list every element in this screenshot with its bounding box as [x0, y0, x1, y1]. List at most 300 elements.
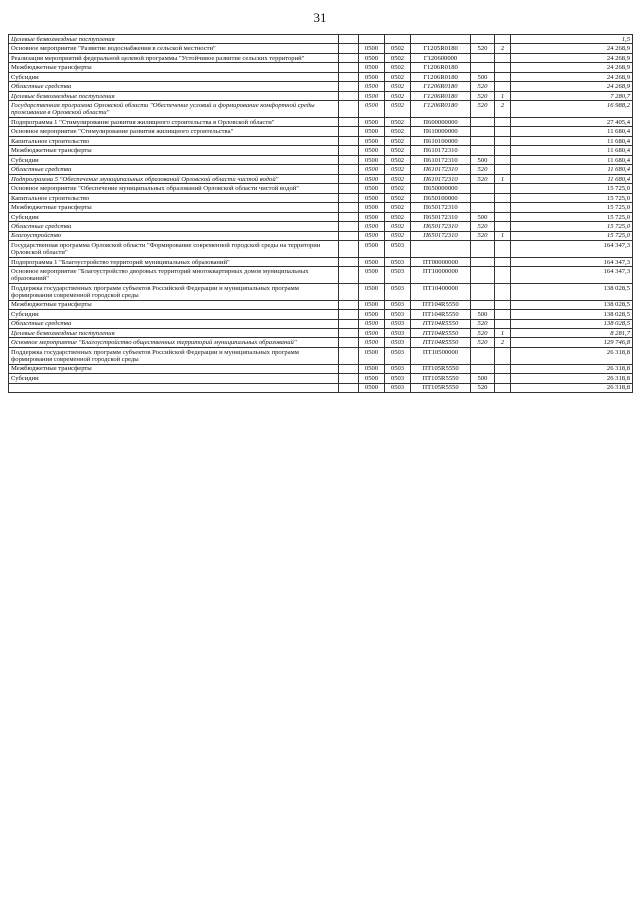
cell-section: 0500 — [359, 310, 385, 319]
cell-amount: 164 347,3 — [511, 241, 633, 258]
cell-ved — [339, 267, 359, 284]
cell-ved — [339, 338, 359, 347]
cell-name: Подпрограмма 5 "Обеспечение муниципальных образований Орловской области чистой водой" — [9, 174, 339, 183]
cell-funding-source — [495, 82, 511, 91]
cell-section: 0500 — [359, 212, 385, 221]
cell-expense-type — [471, 127, 495, 136]
cell-amount: 15 725,0 — [511, 184, 633, 193]
cell-amount: 138 028,5 — [511, 283, 633, 300]
table-row — [9, 212, 633, 221]
cell-expense-type: 500 — [471, 72, 495, 81]
cell-subsection: 0502 — [385, 117, 411, 126]
cell-expense-type: 520 — [471, 338, 495, 347]
cell-ved — [339, 283, 359, 300]
cell-target-article: П610172310 — [411, 165, 471, 174]
cell-funding-source: 1 — [495, 329, 511, 338]
cell-amount: 11 680,4 — [511, 174, 633, 183]
cell-target-article: ПТ105R5550 — [411, 364, 471, 373]
cell-name: Основное мероприятие "Благоустройство общественных территорий муниципальных образований" — [9, 338, 339, 347]
cell-subsection: 0502 — [385, 203, 411, 212]
cell-funding-source — [495, 53, 511, 62]
table-row — [9, 347, 633, 364]
cell-ved — [339, 212, 359, 221]
cell-section: 0500 — [359, 300, 385, 309]
cell-expense-type — [471, 117, 495, 126]
table-row — [9, 231, 633, 240]
cell-ved — [339, 231, 359, 240]
cell-amount: 8 281,7 — [511, 329, 633, 338]
cell-funding-source — [495, 184, 511, 193]
cell-target-article: П610172310 — [411, 155, 471, 164]
table-row — [9, 267, 633, 284]
cell-funding-source — [495, 257, 511, 266]
cell-section: 0500 — [359, 136, 385, 145]
cell-subsection: 0503 — [385, 319, 411, 328]
cell-section: 0500 — [359, 127, 385, 136]
cell-amount: 24 268,9 — [511, 63, 633, 72]
cell-subsection: 0502 — [385, 174, 411, 183]
cell-funding-source: 1 — [495, 174, 511, 183]
cell-funding-source — [495, 241, 511, 258]
cell-subsection: 0503 — [385, 338, 411, 347]
cell-expense-type: 520 — [471, 174, 495, 183]
cell-name: Капитальное строительство — [9, 193, 339, 202]
cell-funding-source — [495, 383, 511, 392]
table-row — [9, 155, 633, 164]
table-row — [9, 300, 633, 309]
cell-ved — [339, 82, 359, 91]
cell-target-article: П650100000 — [411, 193, 471, 202]
cell-ved — [339, 374, 359, 383]
cell-name: Субсидии — [9, 310, 339, 319]
table-row — [9, 329, 633, 338]
cell-funding-source — [495, 203, 511, 212]
cell-ved — [339, 91, 359, 100]
cell-name: Основное мероприятие "Развитие водоснабжения в сельской местности" — [9, 44, 339, 53]
cell-target-article: ПТ104R5550 — [411, 300, 471, 309]
cell-target-article: ПТ10400000 — [411, 283, 471, 300]
cell-subsection: 0502 — [385, 127, 411, 136]
cell-funding-source — [495, 127, 511, 136]
table-row — [9, 101, 633, 118]
cell-amount: 16 988,2 — [511, 101, 633, 118]
cell-ved — [339, 117, 359, 126]
cell-amount: 15 725,0 — [511, 193, 633, 202]
cell-section: 0500 — [359, 117, 385, 126]
cell-subsection: 0503 — [385, 347, 411, 364]
cell-expense-type — [471, 136, 495, 145]
cell-section: 0500 — [359, 319, 385, 328]
cell-ved — [339, 184, 359, 193]
cell-amount: 27 405,4 — [511, 117, 633, 126]
cell-expense-type: 520 — [471, 165, 495, 174]
cell-ved — [339, 146, 359, 155]
cell-expense-type: 520 — [471, 44, 495, 53]
cell-subsection: 0502 — [385, 82, 411, 91]
cell-name: Субсидии — [9, 212, 339, 221]
cell-subsection: 0503 — [385, 267, 411, 284]
cell-ved — [339, 193, 359, 202]
cell-subsection: 0503 — [385, 364, 411, 373]
cell-amount: 24 268,9 — [511, 44, 633, 53]
cell-expense-type — [471, 300, 495, 309]
cell-section: 0500 — [359, 44, 385, 53]
cell-funding-source — [495, 310, 511, 319]
cell-funding-source — [495, 165, 511, 174]
cell-funding-source: 1 — [495, 231, 511, 240]
cell-funding-source — [495, 35, 511, 44]
cell-section: 0500 — [359, 283, 385, 300]
cell-name: Субсидии — [9, 155, 339, 164]
cell-expense-type — [471, 35, 495, 44]
cell-funding-source — [495, 300, 511, 309]
table-row — [9, 222, 633, 231]
cell-funding-source: 2 — [495, 101, 511, 118]
cell-name: Основное мероприятие "Обеспечение муниципальных образований Орловской области чистой водой" — [9, 184, 339, 193]
cell-subsection: 0503 — [385, 329, 411, 338]
cell-name: Подпрограмма 1 "Стимулирование развития жилищного строительства в Орловской области" — [9, 117, 339, 126]
cell-target-article: П610100000 — [411, 136, 471, 145]
cell-target-article: Г1205R0180 — [411, 44, 471, 53]
cell-name: Реализация мероприятий федеральной целевой программы "Устойчивое развитие сельских территорий" — [9, 53, 339, 62]
page-number: 31 — [313, 10, 327, 25]
table-row — [9, 35, 633, 44]
cell-section: 0500 — [359, 374, 385, 383]
cell-ved — [339, 319, 359, 328]
cell-name: Областные средства — [9, 222, 339, 231]
cell-expense-type: 500 — [471, 310, 495, 319]
cell-expense-type: 500 — [471, 374, 495, 383]
cell-section: 0500 — [359, 338, 385, 347]
cell-amount: 164 347,3 — [511, 267, 633, 284]
cell-target-article: ПТ10500000 — [411, 347, 471, 364]
table-row — [9, 184, 633, 193]
cell-name: Благоустройство — [9, 231, 339, 240]
cell-subsection: 0503 — [385, 300, 411, 309]
cell-section: 0500 — [359, 267, 385, 284]
cell-name: Областные средства — [9, 165, 339, 174]
cell-funding-source — [495, 63, 511, 72]
cell-name: Межбюджетные трансферты — [9, 364, 339, 373]
cell-subsection: 0503 — [385, 310, 411, 319]
cell-name: Основное мероприятие "Благоустройство дворовых территорий многоквартирных домов муниципальных образований" — [9, 267, 339, 284]
cell-amount: 24 268,9 — [511, 53, 633, 62]
cell-name: Государственная программа Орловской области "Формирование современной городской среды на территории Орловской области" — [9, 241, 339, 258]
cell-target-article: П650172310 — [411, 203, 471, 212]
table-row — [9, 82, 633, 91]
cell-section: 0500 — [359, 329, 385, 338]
cell-section: 0500 — [359, 347, 385, 364]
table-row — [9, 374, 633, 383]
cell-amount: 26 318,8 — [511, 383, 633, 392]
cell-funding-source — [495, 347, 511, 364]
cell-amount: 11 680,4 — [511, 155, 633, 164]
cell-section: 0500 — [359, 383, 385, 392]
cell-subsection: 0502 — [385, 91, 411, 100]
table-body — [9, 35, 633, 393]
cell-subsection: 0502 — [385, 72, 411, 81]
table-row — [9, 136, 633, 145]
cell-expense-type — [471, 364, 495, 373]
cell-ved — [339, 63, 359, 72]
cell-funding-source — [495, 222, 511, 231]
cell-target-article: Г1206R0180 — [411, 82, 471, 91]
cell-name: Целевые безвозмездные поступления — [9, 329, 339, 338]
cell-funding-source — [495, 136, 511, 145]
cell-funding-source — [495, 155, 511, 164]
cell-subsection: 0503 — [385, 283, 411, 300]
cell-expense-type — [471, 203, 495, 212]
cell-ved — [339, 174, 359, 183]
cell-section: 0500 — [359, 63, 385, 72]
cell-target-article: П610172310 — [411, 174, 471, 183]
cell-target-article: П600000000 — [411, 117, 471, 126]
cell-target-article: П610000000 — [411, 127, 471, 136]
cell-expense-type: 520 — [471, 82, 495, 91]
cell-name: Целевые безвозмездные поступления — [9, 91, 339, 100]
cell-ved — [339, 300, 359, 309]
cell-target-article: ПТ104R5550 — [411, 329, 471, 338]
table-row — [9, 193, 633, 202]
cell-ved — [339, 155, 359, 164]
cell-ved — [339, 72, 359, 81]
cell-section — [359, 35, 385, 44]
cell-name: Межбюджетные трансферты — [9, 63, 339, 72]
cell-funding-source — [495, 146, 511, 155]
cell-expense-type: 520 — [471, 101, 495, 118]
table-row — [9, 383, 633, 392]
cell-expense-type: 520 — [471, 329, 495, 338]
cell-section: 0500 — [359, 257, 385, 266]
cell-ved — [339, 101, 359, 118]
table-row — [9, 203, 633, 212]
cell-ved — [339, 347, 359, 364]
cell-funding-source — [495, 319, 511, 328]
table-row — [9, 91, 633, 100]
table-row — [9, 165, 633, 174]
cell-name: Областные средства — [9, 82, 339, 91]
cell-amount: 11 680,4 — [511, 127, 633, 136]
cell-section: 0500 — [359, 193, 385, 202]
cell-expense-type — [471, 267, 495, 284]
cell-funding-source — [495, 193, 511, 202]
cell-amount: 138 028,5 — [511, 319, 633, 328]
cell-amount: 138 028,5 — [511, 310, 633, 319]
cell-expense-type: 520 — [471, 383, 495, 392]
table-row — [9, 283, 633, 300]
cell-target-article: П650172310 — [411, 231, 471, 240]
cell-target-article: Г120600000 — [411, 53, 471, 62]
table-row — [9, 338, 633, 347]
cell-name: Поддержка государственных программ субъектов Российской Федерации и муниципальных программ формирования современной городской среды — [9, 347, 339, 364]
cell-ved — [339, 44, 359, 53]
cell-ved — [339, 35, 359, 44]
cell-name: Подпрограмма 1 "Благоустройство территорий муниципальных образований" — [9, 257, 339, 266]
cell-target-article: ПТ00000000 — [411, 257, 471, 266]
cell-funding-source: 2 — [495, 338, 511, 347]
cell-subsection: 0503 — [385, 374, 411, 383]
cell-funding-source — [495, 72, 511, 81]
table-row — [9, 53, 633, 62]
cell-subsection: 0502 — [385, 222, 411, 231]
table-row — [9, 127, 633, 136]
cell-ved — [339, 241, 359, 258]
cell-section: 0500 — [359, 174, 385, 183]
cell-expense-type: 520 — [471, 222, 495, 231]
cell-funding-source — [495, 364, 511, 373]
table-row — [9, 364, 633, 373]
cell-section: 0500 — [359, 146, 385, 155]
cell-name: Основное мероприятие "Стимулирование развития жилищного строительства" — [9, 127, 339, 136]
cell-subsection: 0502 — [385, 212, 411, 221]
cell-subsection — [385, 35, 411, 44]
cell-amount: 138 028,5 — [511, 300, 633, 309]
cell-section: 0500 — [359, 203, 385, 212]
cell-expense-type — [471, 63, 495, 72]
table-row — [9, 63, 633, 72]
cell-name: Межбюджетные трансферты — [9, 203, 339, 212]
cell-expense-type — [471, 347, 495, 364]
cell-target-article — [411, 241, 471, 258]
cell-expense-type — [471, 53, 495, 62]
cell-ved — [339, 310, 359, 319]
cell-amount: 24 268,9 — [511, 72, 633, 81]
cell-expense-type — [471, 283, 495, 300]
cell-amount: 7 280,7 — [511, 91, 633, 100]
cell-section: 0500 — [359, 101, 385, 118]
cell-section: 0500 — [359, 165, 385, 174]
cell-expense-type: 520 — [471, 231, 495, 240]
cell-subsection: 0502 — [385, 53, 411, 62]
cell-target-article: П650172310 — [411, 222, 471, 231]
cell-target-article — [411, 35, 471, 44]
cell-section: 0500 — [359, 91, 385, 100]
cell-ved — [339, 222, 359, 231]
cell-funding-source — [495, 267, 511, 284]
cell-target-article: П650000000 — [411, 184, 471, 193]
cell-funding-source — [495, 117, 511, 126]
cell-section: 0500 — [359, 53, 385, 62]
cell-expense-type — [471, 241, 495, 258]
cell-target-article: П610172310 — [411, 146, 471, 155]
cell-section: 0500 — [359, 231, 385, 240]
cell-section: 0500 — [359, 241, 385, 258]
cell-funding-source: 2 — [495, 44, 511, 53]
cell-amount: 129 746,8 — [511, 338, 633, 347]
cell-section: 0500 — [359, 72, 385, 81]
table-row — [9, 146, 633, 155]
table-row — [9, 257, 633, 266]
cell-ved — [339, 383, 359, 392]
cell-ved — [339, 165, 359, 174]
cell-subsection: 0502 — [385, 231, 411, 240]
cell-amount: 11 680,4 — [511, 136, 633, 145]
cell-funding-source — [495, 283, 511, 300]
cell-name: Областные средства — [9, 319, 339, 328]
cell-amount: 11 680,4 — [511, 165, 633, 174]
cell-target-article: Г1206R0180 — [411, 72, 471, 81]
cell-section: 0500 — [359, 222, 385, 231]
cell-ved — [339, 203, 359, 212]
cell-name: Целевые безвозмездные поступления — [9, 35, 339, 44]
cell-section: 0500 — [359, 155, 385, 164]
cell-target-article: Г1206R0180 — [411, 63, 471, 72]
cell-subsection: 0502 — [385, 44, 411, 53]
cell-target-article: ПТ104R5550 — [411, 338, 471, 347]
cell-name — [9, 383, 339, 392]
cell-amount: 26 318,8 — [511, 347, 633, 364]
cell-amount: 15 725,0 — [511, 212, 633, 221]
cell-section: 0500 — [359, 184, 385, 193]
cell-ved — [339, 53, 359, 62]
cell-name: Государственная программа Орловской области "Обеспечение условий и формирование комфортной среды проживания в Орловской области" — [9, 101, 339, 118]
cell-amount: 15 725,0 — [511, 222, 633, 231]
cell-amount: 26 318,8 — [511, 374, 633, 383]
cell-amount: 15 725,0 — [511, 203, 633, 212]
cell-amount: 11 680,4 — [511, 146, 633, 155]
cell-funding-source — [495, 374, 511, 383]
cell-expense-type — [471, 257, 495, 266]
cell-expense-type: 520 — [471, 91, 495, 100]
cell-target-article: ПТ10000000 — [411, 267, 471, 284]
cell-amount: 164 347,3 — [511, 257, 633, 266]
cell-subsection: 0503 — [385, 257, 411, 266]
cell-expense-type: 500 — [471, 212, 495, 221]
budget-table — [8, 34, 633, 393]
cell-name: Субсидии — [9, 72, 339, 81]
cell-name: Капитальное строительство — [9, 136, 339, 145]
table-row — [9, 72, 633, 81]
cell-subsection: 0502 — [385, 136, 411, 145]
cell-ved — [339, 364, 359, 373]
cell-amount: 24 268,9 — [511, 82, 633, 91]
cell-target-article: Г1206R0180 — [411, 91, 471, 100]
table-row — [9, 310, 633, 319]
cell-name: Межбюджетные трансферты — [9, 146, 339, 155]
table-row — [9, 44, 633, 53]
cell-subsection: 0503 — [385, 383, 411, 392]
cell-subsection: 0502 — [385, 101, 411, 118]
cell-name: Межбюджетные трансферты — [9, 300, 339, 309]
cell-section: 0500 — [359, 364, 385, 373]
cell-subsection: 0502 — [385, 63, 411, 72]
cell-funding-source — [495, 212, 511, 221]
cell-target-article: ПТ104R5550 — [411, 319, 471, 328]
cell-expense-type — [471, 193, 495, 202]
cell-expense-type: 520 — [471, 319, 495, 328]
cell-subsection: 0502 — [385, 193, 411, 202]
cell-name: Поддержка государственных программ субъектов Российской Федерации и муниципальных программ формирования современной городской среды — [9, 283, 339, 300]
table-row — [9, 174, 633, 183]
cell-expense-type — [471, 146, 495, 155]
cell-amount: 1,5 — [511, 35, 633, 44]
cell-ved — [339, 329, 359, 338]
cell-subsection: 0503 — [385, 241, 411, 258]
cell-ved — [339, 127, 359, 136]
cell-subsection: 0502 — [385, 184, 411, 193]
cell-ved — [339, 257, 359, 266]
cell-expense-type: 500 — [471, 155, 495, 164]
cell-target-article: ПТ105R5550 — [411, 383, 471, 392]
cell-subsection: 0502 — [385, 165, 411, 174]
table-row — [9, 241, 633, 258]
cell-target-article: Г1206R0180 — [411, 101, 471, 118]
cell-amount: 26 318,8 — [511, 364, 633, 373]
cell-expense-type — [471, 184, 495, 193]
cell-amount: 15 725,0 — [511, 231, 633, 240]
cell-target-article: П650172310 — [411, 212, 471, 221]
cell-name: Субсидии — [9, 374, 339, 383]
